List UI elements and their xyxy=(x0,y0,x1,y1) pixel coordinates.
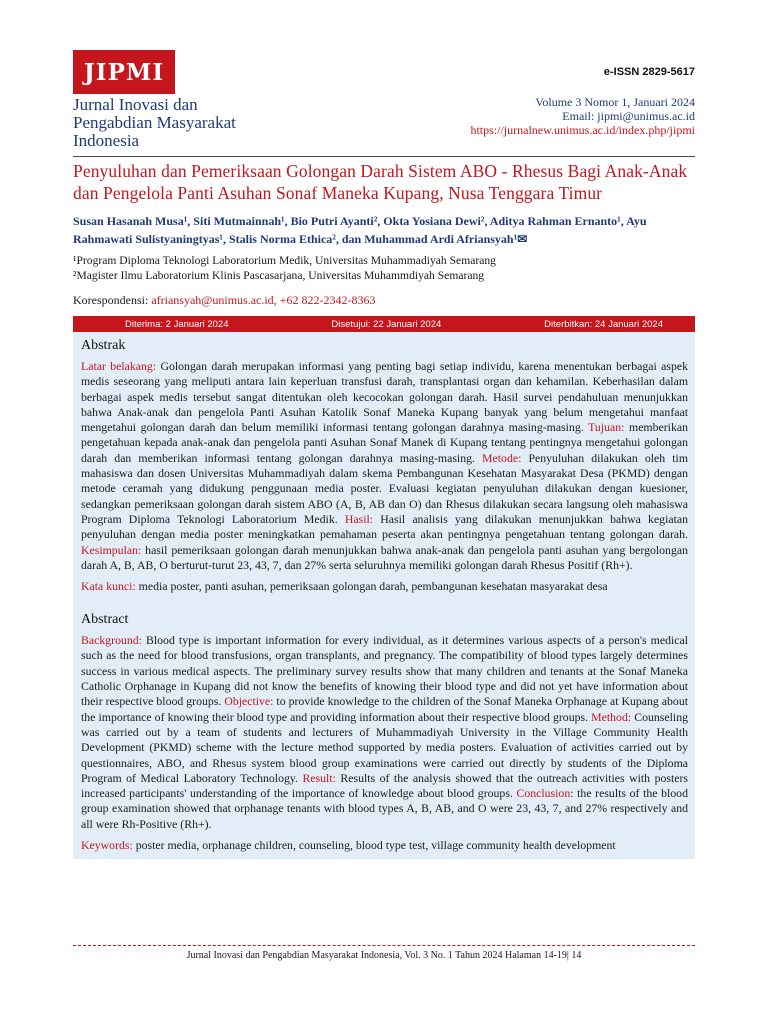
dates-bar xyxy=(73,316,695,332)
journal-email: Email: jipmi@unimus.ac.id xyxy=(562,109,695,123)
received-date: Diterima: 2 Januari 2024 xyxy=(125,318,229,330)
abstrak-body xyxy=(81,359,688,573)
abstract-section xyxy=(73,600,695,859)
abstrak-section xyxy=(73,332,695,600)
abstract-keywords xyxy=(81,838,688,853)
affiliation-item: ¹Program Diploma Teknologi Laboratorium Medik, Universitas Muhammadiyah Semarang xyxy=(73,254,496,267)
label-conclusion: Conclusion xyxy=(516,786,571,801)
label-method: Metode: xyxy=(482,450,522,465)
journal-url-link[interactable]: https://jurnalnew.unimus.ac.id/index.php/jipmi xyxy=(470,123,695,137)
journal-name-line: Jurnal Inovasi dan xyxy=(73,95,198,114)
label-objective: Tujuan: xyxy=(588,420,625,435)
label-keywords: Kata kunci: xyxy=(81,579,136,594)
text-background: Blood type is important information for every individual, as it determines various aspects of a person's medical such as the need for blood transfusions, organ transplants, and pregnancy. The compatibility of blood types largely determines success in various medical aspects. The preliminary survey results show that many children and tenants at the Sonaf Maneka Catholic Orphanage in Kupang did not know the benefits of knowing their blood type and did not yet have information about their respective blood groups. xyxy=(81,633,688,709)
text-result: Hasil analisis yang dilakukan menunjukkan bahwa kegiatan penyuluhan dengan media poster meningkatkan pemahaman peserta akan pentingnya pengetahuan tentang golongan darah. xyxy=(81,511,689,542)
label-background: Latar belakang: xyxy=(81,359,157,373)
footer-divider xyxy=(73,945,695,946)
text-method: Penyuluhan dilakukan oleh tim mahasiswa dan dosen Universitas Muhammadiyah dalam skema Pembangunan Kesehatan Masyarakat Desa (PKMD) dengan metode ceramah yang didukung penggunaan media poster. Evaluasi kegiatan penyuluhan dilakukan dengan kuesioner, sedangkan pemeriksaan golongan darah sistem ABO (A, B, AB dan O) dan Rhesus dilakukan secara langsung oleh mahasiswa Program Diploma Teknologi Laboratorium Medik. xyxy=(81,450,689,526)
label-method: Method: xyxy=(591,709,632,724)
label-objective: Objective: xyxy=(224,694,274,709)
text-objective: memberikan pengetahuan kepada anak-anak dan pengelola panti Asuhan Sonaf Manek di Kupang tentang pentingnya mengetahui golongan darah dan memberikan informasi tentang golongan darahnya masing-masing. xyxy=(81,420,688,465)
journal-name-line: Indonesia xyxy=(73,131,140,150)
abstract-heading: Abstract xyxy=(81,612,129,628)
text-background: Golongan darah merupakan informasi yang penting bagi setiap individu, karena menentukan berbagai aspek medis seseorang yang meliputi antara lain keperluan transfusi darah, transplantasi organ dan kehamilan. Keberhasilan dalam berbagai aspek medis tersebut sangat ditentukan oleh kecocokan golongan darah. Hasil survei pendahuluan menunjukkan bahwa Anak-anak dan pengelola Panti Asuhan Katolik Sonaf Maneka Kupang banyak yang belum mengetahui manfaat mengetahui golongan darah dan belum memiliki informasi tentang golongan darahnya masing-masing. xyxy=(81,359,688,435)
text-method: Counseling was carried out by a team of students and lecturers of Muhammadiyah University in the Village Community Health Development (PKMD) scheme with the lecture method supported by media posters. Evaluation of activities carried out by questionnaires, ABO, and Rhesus system blood group examinations were carried out directly by students of the Diploma Program of Medical Laboratory Technology. xyxy=(81,709,688,785)
abstrak-keywords xyxy=(81,579,688,594)
text-conclusion: : the results of the blood group examination showed that orphanage tenants with blood types A, B, AB, and O were 23, 43, 7, and 27% respectively and all were Rh-Positive (Rh+). xyxy=(81,786,688,831)
text-objective: to provide knowledge to the children of the Sonaf Maneka Orphanage at Kupang about the importance of knowing their blood type and providing information about their respective blood groups. xyxy=(81,694,689,724)
paper-page xyxy=(73,50,695,859)
author-list: Susan Hasanah Musa¹, Siti Mutmainnah¹, Bio Putri Ayanti², Okta Yosiana Dewi², Aditya Rahman Ernanto¹, Ayu Rahmawati Sulistyaningtyas¹, Stalis Norma Ethica², dan Muhammad Ardi Afriansyah¹✉ xyxy=(73,214,647,246)
journal-logo: JIPMI xyxy=(73,50,175,94)
page-footer: Jurnal Inovasi dan Pengabdian Masyarakat Indonesia, Vol. 3 No. 1 Tahun 2024 Halaman 14-19| 14 xyxy=(186,950,582,961)
journal-name xyxy=(73,96,373,150)
accepted-date: Disetujui: 22 Januari 2024 xyxy=(331,318,442,330)
journal-name-line: Pengabdian Masyarakat xyxy=(73,113,236,132)
header-divider xyxy=(73,156,695,157)
text-keywords: media poster, panti asuhan, pemeriksaan golongan darah, pembangunan kesehatan masyarakat desa xyxy=(135,579,608,594)
affiliation-item: ²Magister Ilmu Laboratorium Klinis Pascasarjana, Universitas Muhammdiyah Semarang xyxy=(73,269,485,282)
label-conclusion: Kesimpulan: xyxy=(81,542,142,557)
paper-title: Penyuluhan dan Pemeriksaan Golongan Darah Sistem ABO - Rhesus Bagi Anak-Anak dan Pengelola Panti Asuhan Sonaf Maneka Kupang, Nusa Tenggara Timur xyxy=(73,161,688,203)
label-result: Result: xyxy=(302,770,336,785)
label-background: Background: xyxy=(81,633,142,648)
issue-info xyxy=(470,95,695,137)
abstract-body xyxy=(81,633,688,832)
correspondence-contact-link[interactable]: afriansyah@unimus.ac.id, +62 822-2342-8363 xyxy=(151,293,376,307)
volume-info: Volume 3 Nomor 1, Januari 2024 xyxy=(535,95,695,109)
issn: e-ISSN 2829-5617 xyxy=(603,66,695,78)
text-conclusion: hasil pemeriksaan golongan darah menunjukkan bahwa anak-anak dan pengelola panti asuhan yang bergolongan darah A, B, AB, O berturut-turut 23, 43, 7, dan 27% serta seluruhnya memiliki golongan darah Rhesus Positif (Rh+). xyxy=(81,542,688,572)
label-result: Hasil: xyxy=(344,511,374,526)
text-keywords: poster media, orphanage children, counseling, blood type test, village community health development xyxy=(132,838,616,853)
published-date: Diterbitkan: 24 Januari 2024 xyxy=(544,318,663,330)
correspondence xyxy=(73,293,695,308)
text-result: Results of the analysis showed that the outreach activities with posters increased participants' understanding of the importance of knowledge about blood groups. xyxy=(81,770,688,801)
label-keywords: Keywords: xyxy=(81,838,133,853)
affiliations xyxy=(73,253,695,283)
journal-header xyxy=(73,50,695,160)
abstrak-heading: Abstrak xyxy=(81,338,126,353)
correspondence-label: Korespondensi: xyxy=(73,293,152,307)
